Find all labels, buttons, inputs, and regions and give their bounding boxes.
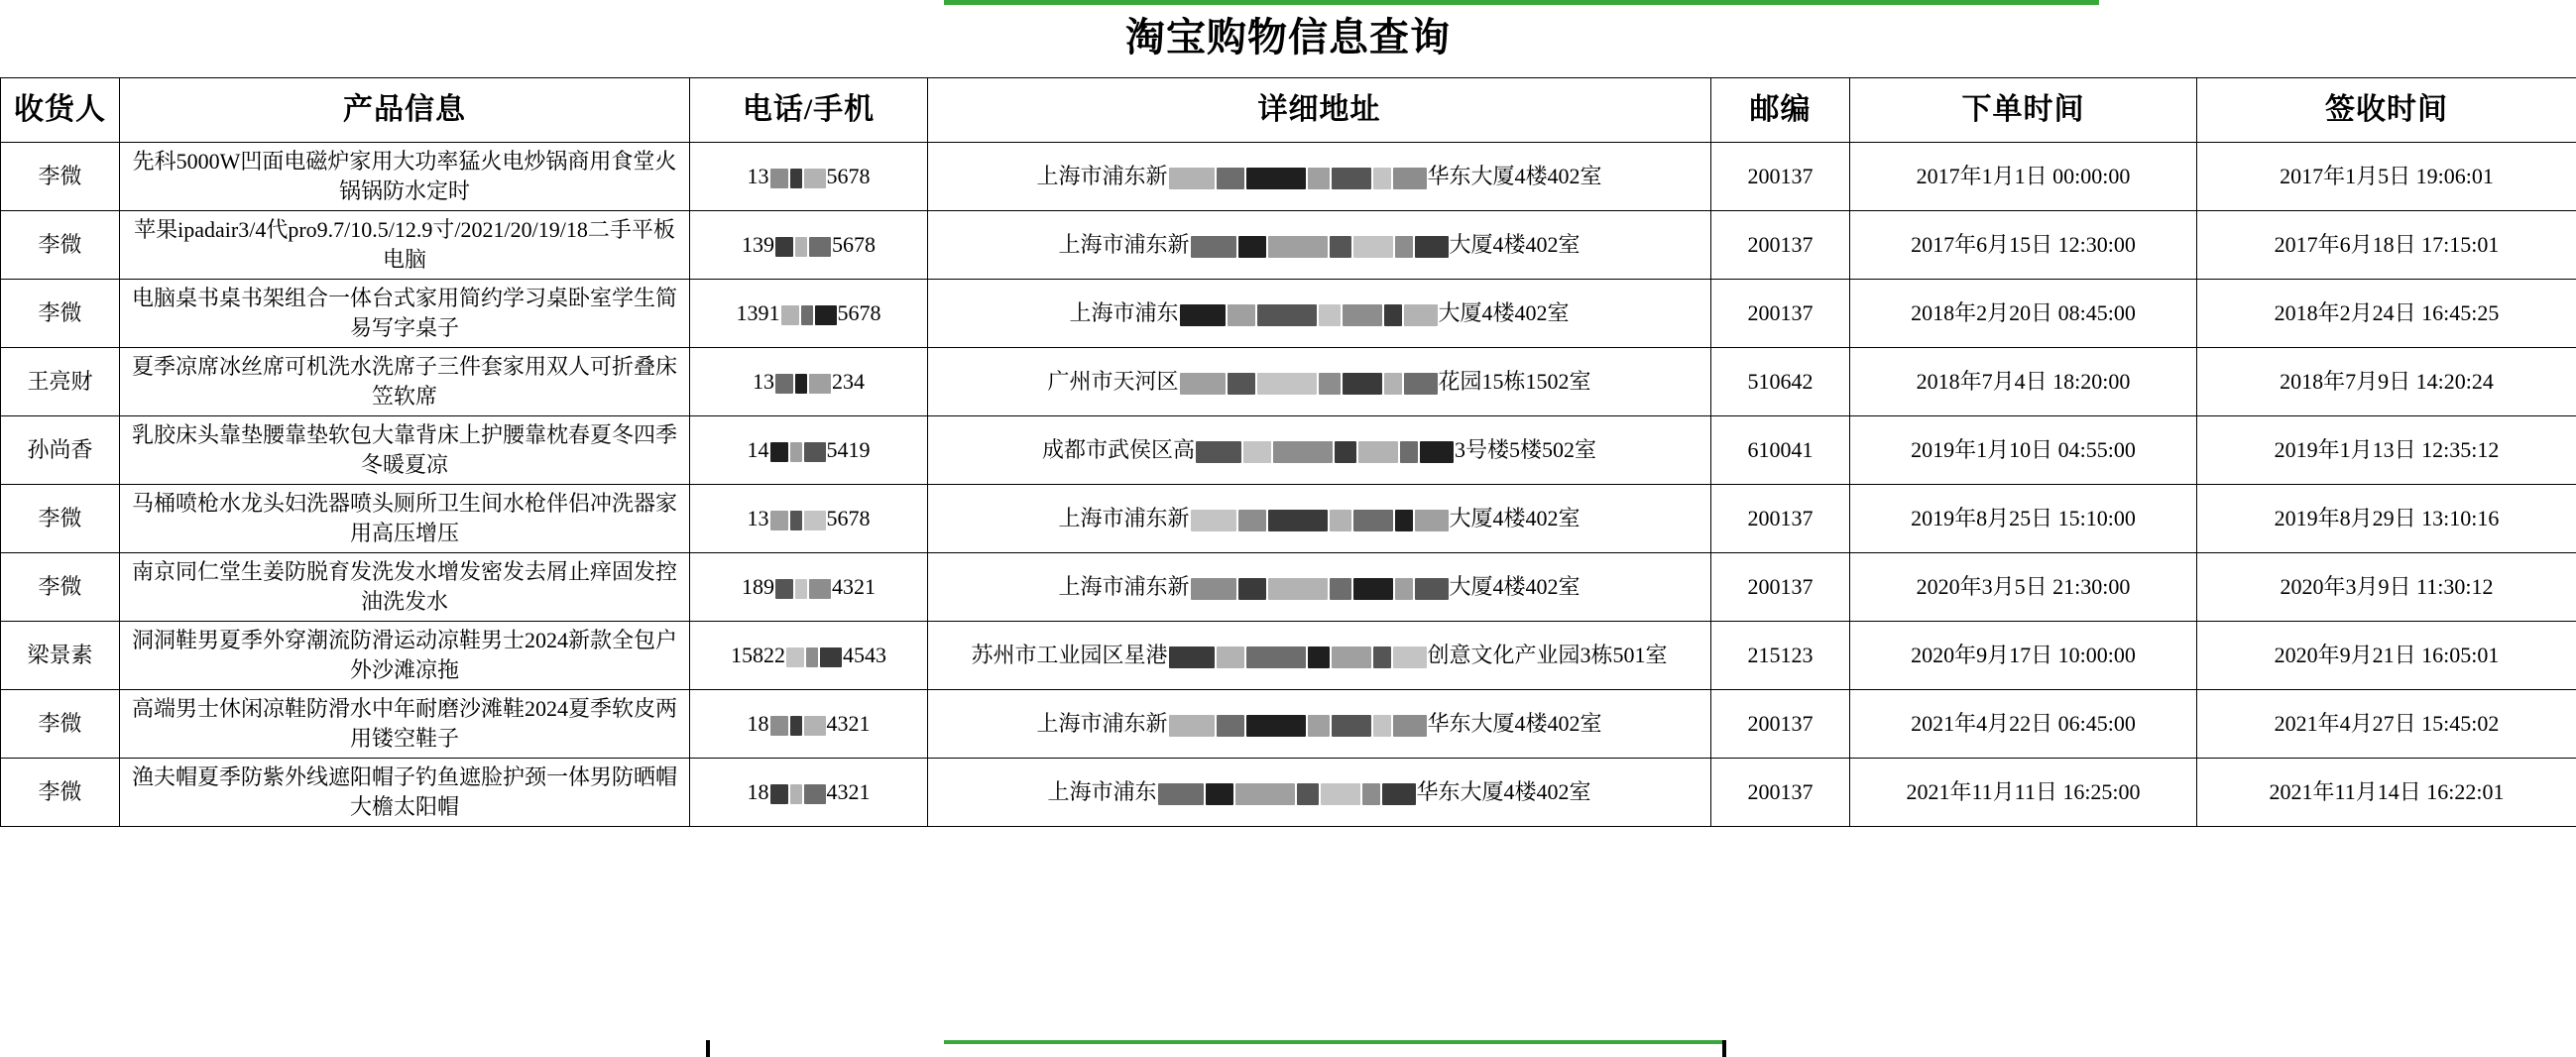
address-prefix: 上海市浦东 xyxy=(1047,779,1157,804)
address-suffix: 华东大厦4楼402室 xyxy=(1427,164,1602,188)
table-row xyxy=(1,143,2576,211)
redaction-block xyxy=(1332,168,1371,189)
redaction-block xyxy=(820,647,842,667)
table-body xyxy=(1,143,2576,827)
redaction-block xyxy=(1319,304,1341,326)
redaction-block xyxy=(1158,783,1204,805)
redaction-block xyxy=(1238,578,1266,600)
redaction-block xyxy=(1169,168,1215,189)
cell-address xyxy=(928,485,1711,553)
table-row xyxy=(1,211,2576,280)
address-suffix: 华东大厦4楼402室 xyxy=(1427,711,1602,736)
redaction-block xyxy=(1180,304,1226,326)
redaction-block xyxy=(1297,783,1319,805)
table-row xyxy=(1,622,2576,690)
redaction-block xyxy=(804,784,826,804)
cell-recipient: 李微 xyxy=(1,143,120,211)
redaction-block xyxy=(770,169,788,188)
cell-phone xyxy=(690,143,928,211)
cell-phone xyxy=(690,553,928,622)
redaction-block xyxy=(1420,441,1454,463)
redaction-block xyxy=(795,579,807,599)
phone-redaction xyxy=(774,232,832,257)
redaction-block xyxy=(1308,646,1330,668)
phone-prefix: 18 xyxy=(747,779,769,804)
cell-order-time: 2021年11月11日 16:25:00 xyxy=(1850,759,2197,827)
cell-recipient: 李微 xyxy=(1,211,120,280)
phone-suffix: 4321 xyxy=(832,574,876,599)
redaction-block xyxy=(1217,168,1244,189)
cell-phone xyxy=(690,759,928,827)
redaction-block xyxy=(804,169,826,188)
address-prefix: 上海市浦东新 xyxy=(1036,711,1168,736)
cell-receipt-time: 2017年6月18日 17:15:01 xyxy=(2197,211,2576,280)
redaction-block xyxy=(1332,715,1371,737)
table-row xyxy=(1,690,2576,759)
cell-order-time: 2017年6月15日 12:30:00 xyxy=(1850,211,2197,280)
redaction-block xyxy=(1373,168,1391,189)
cell-zip: 200137 xyxy=(1711,759,1850,827)
redaction-block xyxy=(1273,441,1333,463)
address-redaction xyxy=(1168,643,1428,667)
redaction-block xyxy=(1343,304,1382,326)
redaction-block xyxy=(1404,304,1438,326)
cell-recipient: 李微 xyxy=(1,690,120,759)
cell-order-time: 2019年1月10日 04:55:00 xyxy=(1850,416,2197,485)
redaction-block xyxy=(1246,715,1306,737)
address-redaction xyxy=(1168,164,1428,188)
cell-product: 苹果ipadair3/4代pro9.7/10.5/12.9寸/2021/20/19/18二手平板电脑 xyxy=(120,211,690,280)
redaction-block xyxy=(1393,715,1427,737)
page-title: 淘宝购物信息查询 xyxy=(1125,15,1451,59)
cell-address xyxy=(928,622,1711,690)
redaction-block xyxy=(1335,441,1356,463)
phone-redaction xyxy=(774,369,832,394)
column-header-order-time: 下单时间 xyxy=(1850,78,2197,143)
redaction-block xyxy=(1308,168,1330,189)
redaction-block xyxy=(790,169,802,188)
cell-receipt-time: 2018年7月9日 14:20:24 xyxy=(2197,348,2576,416)
address-suffix: 花园15栋1502室 xyxy=(1438,369,1591,394)
cell-recipient: 孙尚香 xyxy=(1,416,120,485)
top-accent-bar xyxy=(944,0,2099,5)
phone-prefix: 13 xyxy=(753,369,774,394)
table-row xyxy=(1,416,2576,485)
phone-prefix: 13 xyxy=(747,164,769,188)
table-row xyxy=(1,280,2576,348)
bottom-border-stub-right xyxy=(1722,1040,1726,1057)
cell-phone xyxy=(690,348,928,416)
redaction-block xyxy=(1415,236,1449,258)
cell-zip: 200137 xyxy=(1711,280,1850,348)
address-redaction xyxy=(1157,779,1417,804)
redaction-block xyxy=(1268,510,1328,531)
bottom-border-stub-left xyxy=(706,1040,710,1057)
address-prefix: 上海市浦东新 xyxy=(1036,164,1168,188)
cell-product: 洞洞鞋男夏季外穿潮流防滑运动凉鞋男士2024新款全包户外沙滩凉拖 xyxy=(120,622,690,690)
redaction-block xyxy=(770,784,788,804)
redaction-block xyxy=(781,305,799,325)
phone-redaction xyxy=(785,643,843,667)
redaction-block xyxy=(790,442,802,462)
cell-order-time: 2019年8月25日 15:10:00 xyxy=(1850,485,2197,553)
cell-product: 夏季凉席冰丝席可机洗水洗席子三件套家用双人可折叠床笠软席 xyxy=(120,348,690,416)
cell-order-time: 2020年9月17日 10:00:00 xyxy=(1850,622,2197,690)
address-prefix: 苏州市工业园区星港 xyxy=(971,643,1168,667)
cell-zip: 215123 xyxy=(1711,622,1850,690)
phone-suffix: 5678 xyxy=(826,506,871,530)
redaction-block xyxy=(1268,236,1328,258)
redaction-block xyxy=(1373,715,1391,737)
redaction-block xyxy=(1395,236,1413,258)
cell-product: 电脑桌书桌书架组合一体台式家用简约学习桌卧室学生简易写字桌子 xyxy=(120,280,690,348)
table-row xyxy=(1,553,2576,622)
cell-address xyxy=(928,416,1711,485)
cell-recipient: 李微 xyxy=(1,280,120,348)
redaction-block xyxy=(1246,646,1306,668)
redaction-block xyxy=(806,647,818,667)
redaction-block xyxy=(1415,510,1449,531)
phone-redaction xyxy=(780,300,838,325)
phone-prefix: 18 xyxy=(747,711,769,736)
redaction-block xyxy=(1243,441,1271,463)
phone-prefix: 15822 xyxy=(731,643,785,667)
cell-receipt-time: 2017年1月5日 19:06:01 xyxy=(2197,143,2576,211)
redaction-block xyxy=(1373,646,1391,668)
redaction-block xyxy=(1196,441,1241,463)
cell-product: 马桶喷枪水龙头妇洗器喷头厕所卫生间水枪伴侣冲洗器家用高压增压 xyxy=(120,485,690,553)
redaction-block xyxy=(1353,510,1393,531)
address-prefix: 成都市武侯区高 xyxy=(1041,437,1195,462)
redaction-block xyxy=(809,579,831,599)
address-suffix: 创意文化产业园3栋501室 xyxy=(1427,643,1668,667)
cell-order-time: 2017年1月1日 00:00:00 xyxy=(1850,143,2197,211)
redaction-block xyxy=(809,374,831,394)
address-suffix: 大厦4楼402室 xyxy=(1449,232,1581,257)
redaction-block xyxy=(1343,373,1382,395)
address-prefix: 上海市浦东新 xyxy=(1058,232,1190,257)
cell-zip: 200137 xyxy=(1711,485,1850,553)
redaction-block xyxy=(1319,373,1341,395)
table-row xyxy=(1,485,2576,553)
table-row xyxy=(1,348,2576,416)
redaction-block xyxy=(1246,168,1306,189)
cell-phone xyxy=(690,416,928,485)
redaction-block xyxy=(786,647,804,667)
address-redaction xyxy=(1190,506,1450,530)
cell-order-time: 2018年2月20日 08:45:00 xyxy=(1850,280,2197,348)
redaction-block xyxy=(1228,373,1255,395)
address-suffix: 大厦4楼402室 xyxy=(1449,574,1581,599)
redaction-block xyxy=(1330,236,1351,258)
cell-zip: 200137 xyxy=(1711,690,1850,759)
address-suffix: 大厦4楼402室 xyxy=(1449,506,1581,530)
cell-zip: 200137 xyxy=(1711,553,1850,622)
cell-address xyxy=(928,348,1711,416)
phone-prefix: 139 xyxy=(742,232,774,257)
redaction-block xyxy=(1404,373,1438,395)
phone-suffix: 4321 xyxy=(826,779,871,804)
phone-suffix: 5678 xyxy=(826,164,871,188)
address-redaction xyxy=(1179,369,1439,394)
redaction-block xyxy=(1384,373,1402,395)
cell-order-time: 2020年3月5日 21:30:00 xyxy=(1850,553,2197,622)
purchase-table xyxy=(0,77,2576,827)
cell-phone xyxy=(690,622,928,690)
cell-recipient: 李微 xyxy=(1,485,120,553)
phone-suffix: 234 xyxy=(832,369,865,394)
cell-order-time: 2021年4月22日 06:45:00 xyxy=(1850,690,2197,759)
redaction-block xyxy=(1257,373,1317,395)
cell-address xyxy=(928,211,1711,280)
redaction-block xyxy=(1191,510,1236,531)
phone-redaction xyxy=(769,711,827,736)
redaction-block xyxy=(775,237,793,257)
redaction-block xyxy=(1180,373,1226,395)
phone-suffix: 5678 xyxy=(832,232,876,257)
cell-zip: 610041 xyxy=(1711,416,1850,485)
address-redaction xyxy=(1190,232,1450,257)
column-header-product: 产品信息 xyxy=(120,78,690,143)
redaction-block xyxy=(1353,236,1393,258)
cell-phone xyxy=(690,280,928,348)
redaction-block xyxy=(801,305,813,325)
column-header-receipt-time: 签收时间 xyxy=(2197,78,2576,143)
redaction-block xyxy=(1235,783,1295,805)
address-suffix: 3号楼5楼502室 xyxy=(1455,437,1597,462)
table-row xyxy=(1,759,2576,827)
redaction-block xyxy=(1228,304,1255,326)
redaction-block xyxy=(790,511,802,530)
redaction-block xyxy=(795,237,807,257)
cell-address xyxy=(928,280,1711,348)
cell-address xyxy=(928,690,1711,759)
redaction-block xyxy=(1268,578,1328,600)
address-prefix: 上海市浦东 xyxy=(1069,300,1179,325)
redaction-block xyxy=(770,442,788,462)
cell-product: 乳胶床头靠垫腰靠垫软包大靠背床上护腰靠枕春夏冬四季冬暖夏凉 xyxy=(120,416,690,485)
redaction-block xyxy=(1169,646,1215,668)
cell-recipient: 李微 xyxy=(1,759,120,827)
cell-zip: 200137 xyxy=(1711,211,1850,280)
purchase-table-container xyxy=(0,77,2576,827)
phone-prefix: 1391 xyxy=(736,300,780,325)
redaction-block xyxy=(795,374,807,394)
phone-redaction xyxy=(769,437,827,462)
redaction-block xyxy=(1330,578,1351,600)
redaction-block xyxy=(1238,236,1266,258)
redaction-block xyxy=(1191,578,1236,600)
redaction-block xyxy=(1332,646,1371,668)
cell-phone xyxy=(690,211,928,280)
redaction-block xyxy=(809,237,831,257)
phone-suffix: 4321 xyxy=(826,711,871,736)
column-header-recipient: 收货人 xyxy=(1,78,120,143)
redaction-block xyxy=(790,716,802,736)
address-redaction xyxy=(1168,711,1428,736)
table-header-row xyxy=(1,78,2576,143)
cell-recipient: 李微 xyxy=(1,553,120,622)
address-redaction xyxy=(1190,574,1450,599)
address-prefix: 上海市浦东新 xyxy=(1058,506,1190,530)
redaction-block xyxy=(1358,441,1398,463)
redaction-block xyxy=(1395,510,1413,531)
redaction-block xyxy=(1395,578,1413,600)
phone-redaction xyxy=(769,164,827,188)
cell-phone xyxy=(690,485,928,553)
cell-receipt-time: 2021年4月27日 15:45:02 xyxy=(2197,690,2576,759)
redaction-block xyxy=(1321,783,1360,805)
bottom-accent-bar xyxy=(944,1040,1722,1044)
address-redaction xyxy=(1195,437,1455,462)
redaction-block xyxy=(1362,783,1380,805)
redaction-block xyxy=(790,784,802,804)
cell-address xyxy=(928,759,1711,827)
phone-prefix: 13 xyxy=(747,506,769,530)
redaction-block xyxy=(1393,646,1427,668)
redaction-block xyxy=(1308,715,1330,737)
redaction-block xyxy=(1415,578,1449,600)
redaction-block xyxy=(775,374,793,394)
redaction-block xyxy=(1393,168,1427,189)
redaction-block xyxy=(804,716,826,736)
redaction-block xyxy=(1238,510,1266,531)
phone-suffix: 5419 xyxy=(826,437,871,462)
address-suffix: 大厦4楼402室 xyxy=(1438,300,1570,325)
phone-suffix: 4543 xyxy=(843,643,886,667)
cell-recipient: 梁景素 xyxy=(1,622,120,690)
redaction-block xyxy=(1400,441,1418,463)
cell-product: 先科5000W凹面电磁炉家用大功率猛火电炒锅商用食堂火锅锅防水定时 xyxy=(120,143,690,211)
cell-receipt-time: 2018年2月24日 16:45:25 xyxy=(2197,280,2576,348)
redaction-block xyxy=(815,305,837,325)
redaction-block xyxy=(1257,304,1317,326)
redaction-block xyxy=(804,442,826,462)
cell-product: 高端男士休闲凉鞋防滑水中年耐磨沙滩鞋2024夏季软皮两用镂空鞋子 xyxy=(120,690,690,759)
redaction-block xyxy=(1169,715,1215,737)
phone-prefix: 14 xyxy=(747,437,769,462)
cell-recipient: 王亮财 xyxy=(1,348,120,416)
redaction-block xyxy=(1217,715,1244,737)
address-prefix: 上海市浦东新 xyxy=(1058,574,1190,599)
column-header-zip: 邮编 xyxy=(1711,78,1850,143)
redaction-block xyxy=(770,716,788,736)
cell-receipt-time: 2020年9月21日 16:05:01 xyxy=(2197,622,2576,690)
cell-order-time: 2018年7月4日 18:20:00 xyxy=(1850,348,2197,416)
phone-prefix: 189 xyxy=(742,574,774,599)
address-suffix: 华东大厦4楼402室 xyxy=(1416,779,1591,804)
address-redaction xyxy=(1179,300,1439,325)
redaction-block xyxy=(1191,236,1236,258)
redaction-block xyxy=(1206,783,1233,805)
redaction-block xyxy=(1353,578,1393,600)
cell-zip: 510642 xyxy=(1711,348,1850,416)
redaction-block xyxy=(804,511,826,530)
phone-redaction xyxy=(769,779,827,804)
cell-address xyxy=(928,553,1711,622)
cell-receipt-time: 2019年1月13日 12:35:12 xyxy=(2197,416,2576,485)
redaction-block xyxy=(1384,304,1402,326)
phone-suffix: 5678 xyxy=(837,300,881,325)
cell-product: 渔夫帽夏季防紫外线遮阳帽子钓鱼遮脸护颈一体男防晒帽大檐太阳帽 xyxy=(120,759,690,827)
address-prefix: 广州市天河区 xyxy=(1047,369,1179,394)
cell-receipt-time: 2021年11月14日 16:22:01 xyxy=(2197,759,2576,827)
phone-redaction xyxy=(769,506,827,530)
redaction-block xyxy=(1217,646,1244,668)
cell-zip: 200137 xyxy=(1711,143,1850,211)
cell-receipt-time: 2019年8月29日 13:10:16 xyxy=(2197,485,2576,553)
redaction-block xyxy=(1382,783,1416,805)
column-header-address: 详细地址 xyxy=(928,78,1711,143)
redaction-block xyxy=(775,579,793,599)
column-header-phone: 电话/手机 xyxy=(690,78,928,143)
cell-address xyxy=(928,143,1711,211)
redaction-block xyxy=(1330,510,1351,531)
redaction-block xyxy=(770,511,788,530)
phone-redaction xyxy=(774,574,832,599)
cell-phone xyxy=(690,690,928,759)
cell-receipt-time: 2020年3月9日 11:30:12 xyxy=(2197,553,2576,622)
cell-product: 南京同仁堂生姜防脱育发洗发水增发密发去屑止痒固发控油洗发水 xyxy=(120,553,690,622)
